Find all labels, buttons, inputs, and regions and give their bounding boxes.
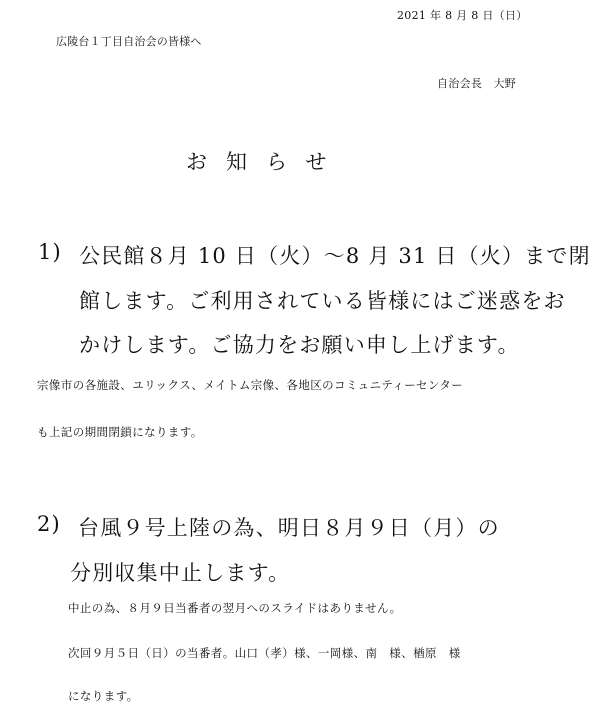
item-2-note-line-3: になります。 (68, 689, 139, 703)
addressee-text: 広陵台１丁目自治会の皆様へ (56, 35, 202, 48)
item-1-number: 1) (38, 240, 62, 264)
item-2-number: 2) (37, 512, 61, 536)
item-2-line-2: 分別収集中止します。 (70, 561, 291, 585)
item-2-note-line-2: 次回９月５日（日）の当番者。山口（孝）様、一岡様、南 様、楢原 様 (68, 646, 461, 660)
sender-text: 自治会長 大野 (437, 77, 517, 90)
item-2-line-1: 台風９号上陸の為、明日８月９日（月）の (78, 516, 500, 540)
date-text: 2021 年 8 月 8 日（日） (397, 9, 528, 22)
notice-title: お知らせ (186, 150, 346, 174)
item-1-note-line-1: 宗像市の各施設、ユリックス、メイトム宗像、各地区のコミュニティーセンター (37, 378, 464, 392)
item-1-line-3: かけします。ご協力をお願い申し上げます。 (79, 333, 520, 357)
item-1-line-1: 公民館８月 10 日（火）～8 月 31 日（火）まで閉 (79, 244, 591, 268)
item-2-note-line-1: 中止の為、８月９日当番者の翌月へのスライドはありません。 (68, 601, 402, 615)
item-1-line-2: 館します。ご利用されている皆様にはご迷惑をお (79, 289, 566, 313)
item-1-note-line-2: も上記の期間閉鎖になります。 (37, 425, 203, 439)
